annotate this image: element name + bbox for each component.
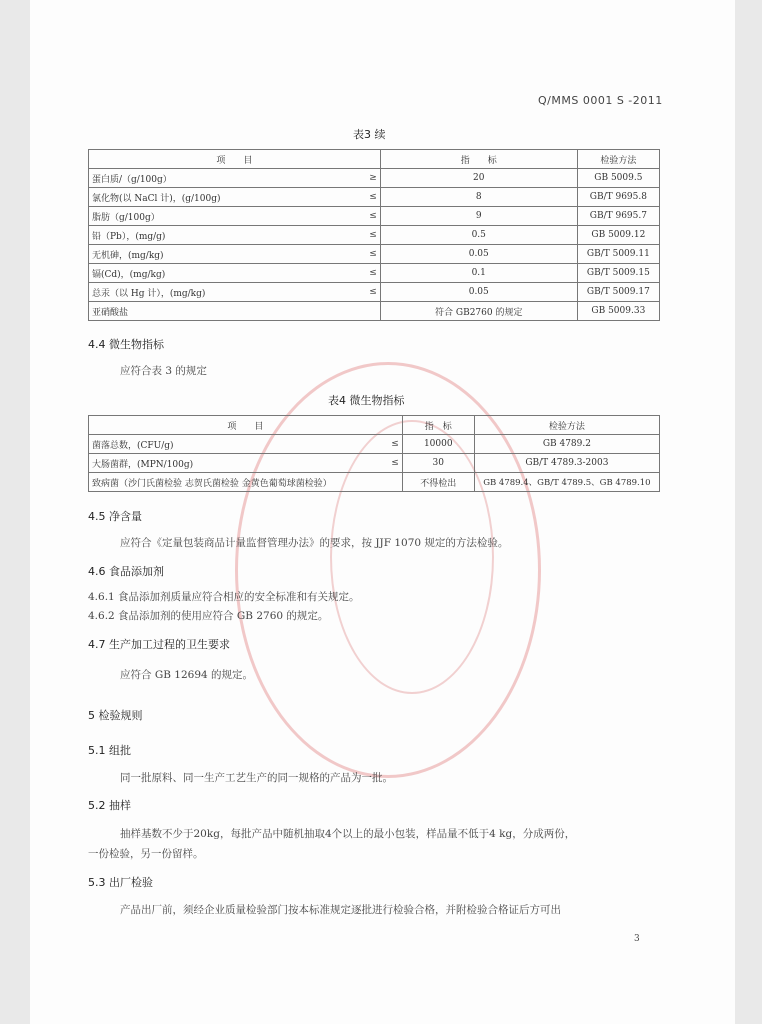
table4-caption: 表4 微生物指标 xyxy=(328,394,405,407)
document-number: Q/MMS 0001 S -2011 xyxy=(538,94,663,107)
row-method: GB/T 9695.7 xyxy=(577,207,659,226)
row-item: 菌落总数，(CFU/g) xyxy=(89,435,376,454)
table3-header-item: 项 目 xyxy=(89,150,381,169)
table4-header-method: 检验方法 xyxy=(474,416,659,435)
row-item: 脂肪（g/100g） xyxy=(89,207,354,226)
table-row xyxy=(89,283,660,302)
row-item: 镉(Cd)，(mg/kg) xyxy=(89,264,354,283)
row-value: 0.5 xyxy=(380,226,577,245)
section-4-7-heading: 4.7 生产加工过程的卫生要求 xyxy=(88,638,230,651)
row-value: 9 xyxy=(380,207,577,226)
row-value: 符合 GB2760 的规定 xyxy=(380,302,577,321)
row-item: 总汞（以 Hg 计），(mg/kg) xyxy=(89,283,354,302)
row-item: 亚硝酸盐 xyxy=(89,302,354,321)
section-5-2-line2: 一份检验，另一份留样。 xyxy=(88,848,204,860)
table-row xyxy=(89,245,660,264)
row-value: 不得检出 xyxy=(402,473,474,492)
row-method: GB/T 5009.11 xyxy=(577,245,659,264)
table3-header-method: 检验方法 xyxy=(577,150,659,169)
row-value: 0.05 xyxy=(380,283,577,302)
row-item: 氯化物(以 NaCl 计)，(g/100g) xyxy=(89,188,354,207)
section-4-4-heading: 4.4 微生物指标 xyxy=(88,338,164,351)
row-method: GB 5009.5 xyxy=(577,169,659,188)
row-value: 8 xyxy=(380,188,577,207)
table3-header-value: 指 标 xyxy=(380,150,577,169)
section-5-3-heading: 5.3 出厂检验 xyxy=(88,876,153,889)
page-number: 3 xyxy=(634,934,640,944)
row-sym: ≤ xyxy=(354,245,381,264)
section-4-6-1: 4.6.1 食品添加剂质量应符合相应的安全标准和有关规定。 xyxy=(88,591,360,603)
row-value: 0.05 xyxy=(380,245,577,264)
row-item: 大肠菌群，(MPN/100g) xyxy=(89,454,376,473)
table3 xyxy=(88,149,660,321)
section-4-7-text: 应符合 GB 12694 的规定。 xyxy=(120,669,254,681)
table-row xyxy=(89,207,660,226)
table4-header-row xyxy=(89,416,660,435)
section-4-5-text: 应符合《定量包装商品计量监督管理办法》的要求，按 JJF 1070 规定的方法检验。 xyxy=(120,537,509,549)
row-sym: ≤ xyxy=(354,264,381,283)
table-row xyxy=(89,264,660,283)
section-5-heading: 5 检验规则 xyxy=(88,709,143,722)
table3-caption: 表3 续 xyxy=(353,128,386,141)
row-sym: ≤ xyxy=(376,435,403,454)
row-item: 致病菌（沙门氏菌检验 志贺氏菌检验 金黄色葡萄球菌检验） xyxy=(89,473,376,492)
row-sym xyxy=(376,473,403,492)
table-row xyxy=(89,226,660,245)
row-value: 30 xyxy=(402,454,474,473)
row-method: GB/T 9695.8 xyxy=(577,188,659,207)
row-method: GB 5009.33 xyxy=(577,302,659,321)
section-4-6-2: 4.6.2 食品添加剂的使用应符合 GB 2760 的规定。 xyxy=(88,610,329,622)
row-method: GB 5009.12 xyxy=(577,226,659,245)
section-5-3-text: 产品出厂前，须经企业质量检验部门按本标准规定逐批进行检验合格，并附检验合格证后方可出 xyxy=(120,904,561,916)
row-sym: ≤ xyxy=(376,454,403,473)
section-4-4-text: 应符合表 3 的规定 xyxy=(120,365,207,377)
row-method: GB/T 5009.17 xyxy=(577,283,659,302)
table-row xyxy=(89,473,660,492)
table-row xyxy=(89,435,660,454)
row-method: GB 4789.4、GB/T 4789.5、GB 4789.10 xyxy=(474,473,659,492)
table-row xyxy=(89,454,660,473)
table4 xyxy=(88,415,660,492)
row-method: GB/T 5009.15 xyxy=(577,264,659,283)
table4-header-item: 项 目 xyxy=(89,416,403,435)
row-sym: ≤ xyxy=(354,226,381,245)
table-row xyxy=(89,169,660,188)
row-item: 蛋白质/（g/100g） xyxy=(89,169,354,188)
row-value: 0.1 xyxy=(380,264,577,283)
row-sym: ≤ xyxy=(354,283,381,302)
table4-header-value: 指 标 xyxy=(402,416,474,435)
row-value: 10000 xyxy=(402,435,474,454)
row-method: GB 4789.2 xyxy=(474,435,659,454)
row-sym: ≤ xyxy=(354,207,381,226)
table3-header-row xyxy=(89,150,660,169)
row-value: 20 xyxy=(380,169,577,188)
section-5-2-line1: 抽样基数不少于20kg，每批产品中随机抽取4个以上的最小包装，样品量不低于4 kg，分成两份， xyxy=(120,828,576,840)
row-item: 铅（Pb），(mg/g) xyxy=(89,226,354,245)
document-page xyxy=(30,0,735,1024)
row-sym xyxy=(354,302,381,321)
section-5-1-heading: 5.1 组批 xyxy=(88,744,131,757)
row-sym: ≥ xyxy=(354,169,381,188)
section-4-6-heading: 4.6 食品添加剂 xyxy=(88,565,164,578)
row-item: 无机砷，(mg/kg) xyxy=(89,245,354,264)
table-row xyxy=(89,188,660,207)
table-row xyxy=(89,302,660,321)
row-method: GB/T 4789.3-2003 xyxy=(474,454,659,473)
section-5-2-heading: 5.2 抽样 xyxy=(88,799,131,812)
section-4-5-heading: 4.5 净含量 xyxy=(88,510,142,523)
row-sym: ≤ xyxy=(354,188,381,207)
section-5-1-text: 同一批原料、同一生产工艺生产的同一规格的产品为一批。 xyxy=(120,772,393,784)
